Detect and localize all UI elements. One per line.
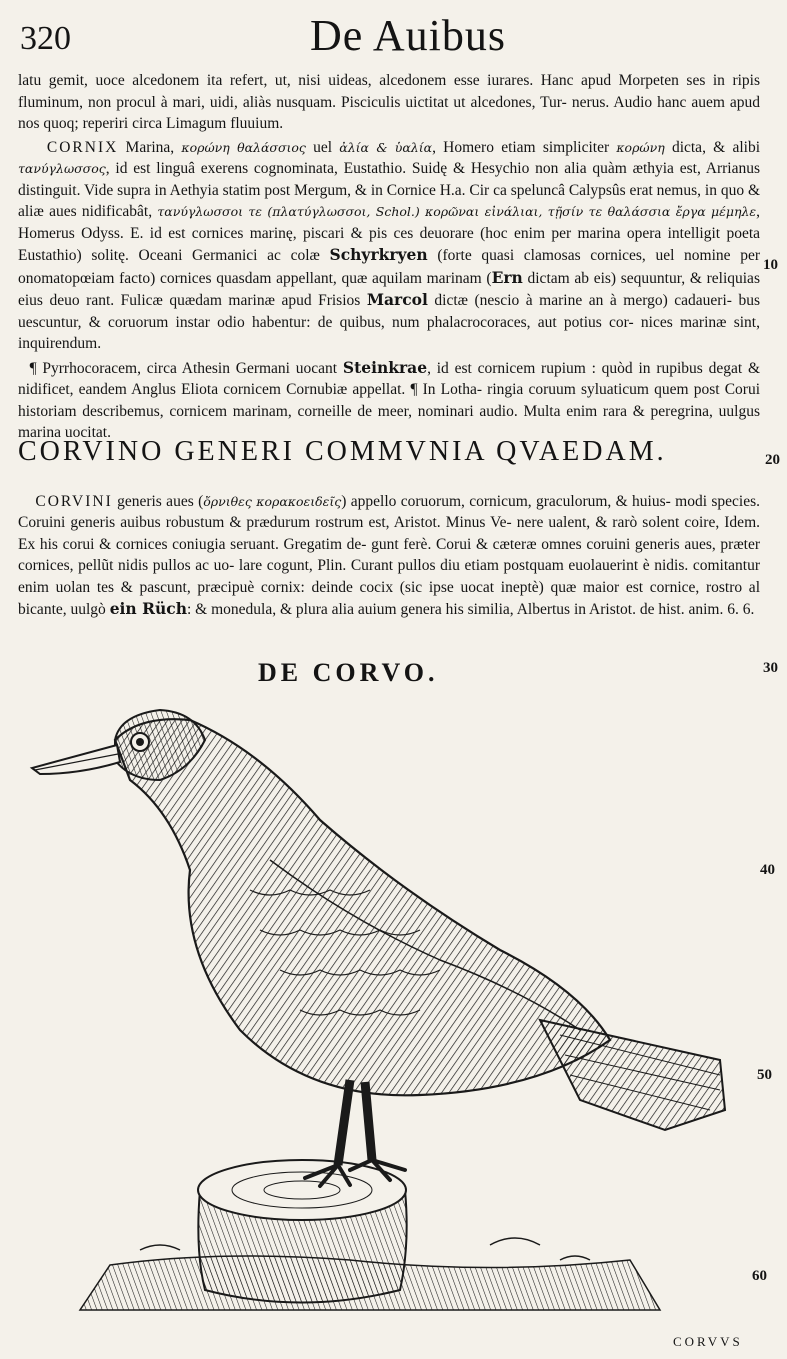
text-line: æthyia est, Arrianus distinguit. Vide supra in Aethyia statim post Mergum, & in Cornice H.a. Cir — [18, 160, 761, 199]
paragraph-limagum — [18, 70, 760, 135]
text-span: ¶ Pyrrhocoracem, circa Athesin Germani uocant — [29, 359, 343, 377]
text-block-corvino-generi — [18, 475, 760, 636]
page-number: 320 — [20, 20, 71, 57]
text-span: , Homero etiam simpliciter — [432, 138, 617, 156]
text-span: rant. Fulicæ quædam marinæ apud Frisios — [86, 292, 367, 309]
raven-woodcut-svg — [20, 690, 740, 1330]
text-line: ses in ripis fluminum, non procul à mari, uidi, aliàs nusquam. Pisciculis uictitat ut alcedones, Tur- — [18, 72, 760, 111]
raven-woodcut-illustration — [20, 690, 740, 1330]
text-line: lare cogunt, Plin. Curant pullos diu etiam postquam euolauerint è nidis. comitantur enim uolan — [18, 557, 760, 596]
text-line: tes & pascunt, præcipuè cornix: deinde cocix (sic ipse uocat ineptè) quæ maior est cornice, rostro al — [96, 578, 760, 596]
text-span: alibi — [732, 138, 761, 156]
tree-stump — [198, 1160, 407, 1303]
greek-term: κορώνη θαλάσσιος — [181, 139, 306, 155]
vernacular-term: Marcol — [366, 290, 428, 309]
greek-term: ὄρνιθες κορακοειδεῖς — [203, 493, 342, 509]
text-line: ringia coruum syluaticum quem post Corui historiam describemus, cornicem marinam, corneille — [18, 381, 761, 420]
text-span: colæ — [290, 247, 330, 264]
margin-line-number: 40 — [760, 862, 775, 878]
paragraph-cornix-marina — [18, 137, 760, 355]
margin-line-number: 20 — [765, 452, 780, 468]
lemma-corvini: CORVINI — [35, 492, 113, 510]
text-span: dictam ab eis) sequuntur, & reliquias eius deuo — [18, 269, 760, 309]
raven-beak — [32, 745, 120, 774]
text-span: : & monedula, & plura alia auium genera his similia, Albertus in Aristot. — [186, 601, 636, 618]
greek-term: κορώνη — [616, 139, 665, 155]
text-span: quasdam appellant, quæ aquilam marinam ( — [216, 269, 492, 287]
margin-line-number: 30 — [763, 660, 778, 676]
page-header — [0, 4, 787, 64]
text-span: uel — [305, 138, 340, 156]
margin-line-number: 50 — [757, 1067, 772, 1083]
paragraph-pyrrhocorax — [18, 357, 760, 444]
text-line: bus uescuntur, & coruorum instar odio habentur: de quibus, num phalacrocoraces, aut potius cor- — [18, 292, 761, 331]
text-line: de hist. anim. 6. 6. — [639, 601, 755, 618]
vernacular-term: ein Rüch — [109, 599, 187, 618]
text-span: ca speluncâ Calypsûs erat nemus, in quo & aliæ aues nidificabât, — [18, 181, 760, 220]
text-line: gunt ferè. Corui & cæteræ omnes coruini generis aues, præter cornices, pellũt nidis pullos ac uo- — [18, 535, 761, 574]
text-line: nere ualent, & rarò solent coire, Idem. Ex his corui & cornices coniugia seruant. Gregatim de- — [18, 514, 760, 553]
text-span: , id est linguâ exerens cognominata, Eustathio. Suidę & Hesychio non alia quàm — [105, 160, 627, 177]
running-head: De Auibus — [310, 11, 506, 60]
text-line: de meer, nominari audio. Multa enim rara & peregrina, uulgus marina uocitat. — [18, 402, 760, 441]
chapter-heading: DE CORVO. — [258, 658, 439, 687]
text-span: , Homerus Odyss. E. id est cornices marinę, piscari & pis — [18, 203, 760, 242]
paragraph-corvini — [18, 491, 760, 621]
raven-head — [32, 710, 205, 780]
figure-caption: CORVVS — [673, 1334, 743, 1349]
greek-term: τανύγλωσσοι τε (πλατύγλωσσοι, Schol.) — [157, 204, 420, 219]
text-block-cornix-marina — [18, 70, 760, 446]
margin-line-number: 60 — [752, 1268, 767, 1284]
margin-line-number: 10 — [763, 257, 778, 273]
text-line: modi species. Coruini generis auibus robustum & prædurum rostrum est, Aristot. Minus Ve- — [18, 492, 761, 531]
text-span: dicta, & — [664, 138, 726, 156]
text-line: latu gemit, uoce alcedonem ita refert, ut, nisi uideas, alcedonem esse iurares. Hanc apud Morpeten — [18, 72, 679, 89]
text-span: generis aues ( — [112, 492, 204, 510]
text-span: bicante, uulgò — [18, 601, 110, 618]
text-span: , id est cornicem rupium : quòd — [427, 359, 633, 377]
text-span: dictæ (nescio à marine an à mergo) cadaueri- — [427, 292, 732, 309]
text-line: nerus. Audio hanc auem apud nos quoq; reperiri circa Limagum fluuium. — [18, 93, 760, 132]
lemma-cornix: CORNIX — [46, 138, 119, 156]
vernacular-term: Ern — [491, 267, 523, 287]
text-line: nices marinæ sint, inquirendum. — [18, 313, 760, 352]
vernacular-term: Steinkrae — [342, 357, 428, 377]
text-line: ces deuorare (hoc enim per marina opera intelligit poeta Eustathio) solitę. Oceani Germanici ac — [18, 224, 761, 264]
greek-term: τανύγλωσσος — [18, 161, 106, 176]
greek-term: ἀλία & ὑαλία — [339, 139, 433, 155]
raven-body — [115, 719, 610, 1095]
text-line: in rupibus degat & nidificet, eandem Anglus Eliota cornicem Cornubiæ appellat. ¶ In Lotha- — [18, 359, 761, 398]
vernacular-term: Schyrkryen — [329, 245, 428, 264]
section-heading: CORVINO GENERI COMMVNIA QVAEDAM. — [18, 436, 667, 467]
text-span: Marina, — [118, 138, 182, 156]
text-span: (forte quasi clamosas cornices, uel nomine per onomatopœiam facto) cornices — [18, 247, 761, 287]
text-span: ) appello coruorum, cornicum, graculorum, & huius- — [341, 492, 671, 510]
greek-quotation: κορῶναι εἰνάλιαι, τῇσίν τε θαλάσσια ἔργα μέμηλε — [425, 204, 757, 219]
